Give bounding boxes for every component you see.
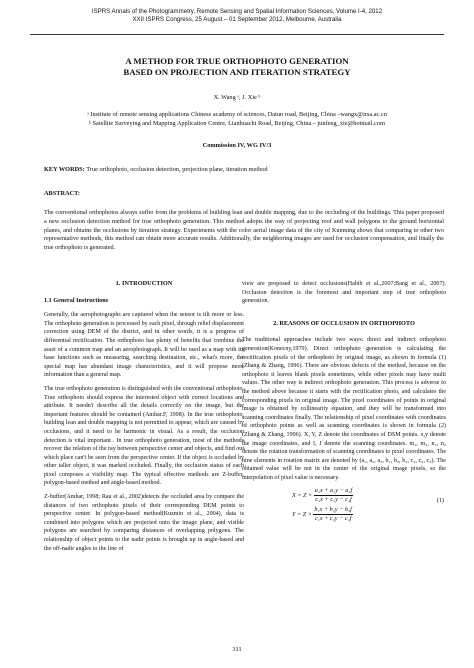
section-heading-occlusion: 2. REASONS OF OCCLUSION IN ORTHOPHOTO — [273, 319, 415, 327]
abstract-heading: ABSTRACT: — [44, 190, 80, 197]
equation-number: (1) — [436, 497, 444, 505]
paragraph: view are proposed to detect occlusions(Habib et al.,2007;Bang et al., 2007). Occlusion detection is the foremost and important step of true orthophoto generation. — [242, 281, 446, 305]
fraction-numerator: a₁x + a₂y − a₃f — [314, 487, 353, 495]
fraction-denominator: c₁x + c₂y − c₃f — [314, 515, 352, 523]
keywords-text: True orthophoto, occlusion detection, projection plane, iteration method — [86, 166, 268, 173]
right-column — [242, 280, 446, 525]
paragraph: The traditional approaches include two ways: direct and indirect orthophoto generation(Konecny,1979). Direct orthophoto generation is calculating the rectification pixels of the orthophoto by original image, as shown in formula (1)(Zhang & Zhang, 1996). There are obvious defects of the method, because on the orthophoto it leaves blank pixels sometimes, while other pixels may have multi values. The other way is indirect orthophoto generation. This process is adverse to the method above because it starts with the rectification photo, and calculates the corresponding pixels in original image. The pixel coordinates of points in original image is obtained by collinearity equation, and they will be transformed into scanning coordinates finally. The relationship of pixel coordinates with coordinates of orthophoto points as well as scanning coordinates is shown in formula (2) (Zhang & Zhang, 1996). X, Y, Z denote the coordinates of DSM points. x,y denote the image coordinates, and I, J denote the scanning coordinates. m₁, m₂, n₁, n₂ denote the rotation transformation of scanning coordinates to pixel coordinates. The nine elements in rotation matrix are denoted by (a₁, a₂, a₃, b₁, b₂, b₃, c₁, c₂, c₃). The obtained value will be not in the center of the original image pixels, so the interpolation of pixel value is necessary. — [242, 337, 446, 481]
keywords — [44, 166, 444, 174]
header-line-1: ISPRS Annals of the Photogrammetry, Remote Sensing and Spatial Information Sciences, Volume I-4, 2012 — [91, 8, 383, 15]
fraction-denominator: c₁x + c₂y − c₃f — [315, 496, 352, 504]
commission-line: Commission IV, WG IV/3 — [202, 142, 272, 149]
affiliations — [40, 110, 434, 128]
keywords-label: KEY WORDS: — [44, 166, 85, 173]
subsection-heading-general: 1.1 General Instructions — [44, 296, 109, 304]
affiliation-b: ᵇ Satellite Surveying and Mapping Application Centre, Lianhuachi Road, Beijing, China – junfeng_xie@hotmail.com — [89, 120, 385, 127]
page-number: 311 — [232, 646, 242, 653]
equation-row-y — [292, 506, 353, 523]
title-line-2: BASED ON PROJECTION AND ITERATION STRATEGY — [123, 67, 351, 77]
equation-1 — [242, 487, 446, 525]
affiliation-a: ᵃ Institute of remote sensing applications Chinese academy of sciences, Datun road, Beijing, China –wangx@irsa.ac.cn — [87, 111, 387, 118]
equation-lhs: X = Z × — [292, 492, 313, 500]
header-divider — [30, 34, 444, 35]
title-line-1: A METHOD FOR TRUE ORTHOPHOTO GENERATION — [125, 56, 349, 66]
equation-fraction — [314, 487, 354, 504]
equation-row-x — [292, 487, 353, 504]
paper-title — [40, 56, 434, 78]
section-heading-introduction: 1. INTRODUCTION — [115, 280, 173, 287]
author-list: X. Wang ᵃ, J. Xie ᵇ — [213, 94, 261, 101]
abstract-text: The conventional orthophotos always suffer from the problems of building lean and double mapping, due to the occluding of the buildings. This paper proposed a new occlusion detection method for true orthophoto generation. This method adopts the way of projecting roof and wall polygons to the ground horizontal planes, and obtains the occlusions by iteration strategy. Experiments with the color aerial image data of the city of Kunming shows that comparing to other two representative methods, this method can obtain more accurate results. Additionally, the neighboring images are used for occlusion compensation, and finally the true orthophoto is generated. — [44, 209, 444, 252]
paragraph: The true orthophoto generation is distinguished with the conventional orthophoto. True orthophoto should express the interested object with correct locations and attribute. It needn't describe all the details correctly on the image, but the important features should be contained (Amhar.F, 1998). In the true orthophoto, building lean and double mapping is not permitted to appear, which are caused by occlusions, and it need to be harmonic in visual. As a result, the occlusion detection is vital important . In true orthophoto generation, most of the methods recover the relation of the ray between perspective center and objects, and find out which place can't be seen from the perspective center. If the object is occluded by other taller object, it was marked occluded. Finally, the occlusion status of each pixel composes a visibility map. The typical effective methods are Z-buffer, polygon-based method and angle-based method. — [44, 385, 244, 487]
paragraph: Z-buffer(Amhar, 1998; Rau et al., 2002)detects the occluded area by compare the distances of two orthophoto pixels of their corresponding DEM points to perspective center. In polygon-based method(Kuzmin et al., 2004), data is combined into polygons which are projected onto the image plane, and visible polygons are searched by comparing distances of overlapping polygons. The relationship of object points to the nadir points is brought up in angle-based and the off-nadir angles to the line of — [44, 494, 244, 552]
header-line-2: XXII ISPRS Congress, 25 August – 01 September 2012, Melbourne, Australia — [132, 16, 342, 23]
equation-fraction — [313, 506, 353, 523]
left-column — [44, 280, 244, 558]
paragraph: Generally, the aerophotographs are captured when the sensor is tilt more or less. The orthophoto generation is processed by each pixel, through relief displacement correction using DEM of the district, and in other words, it is a progress of differential rectification. The orthophoto has plenty of benefits that combine the asset of a common map and an aerophotograph. It will be used as a map with its base functions such as measuring, searching destination, etc., what's more, the special map has abundant image characteristics, and it will propose more information than a general map. — [44, 312, 244, 379]
equation-lhs: Y = Z × — [292, 511, 312, 519]
fraction-numerator: b₁x + b₂y − b₃f — [314, 506, 352, 514]
running-header — [30, 8, 444, 24]
